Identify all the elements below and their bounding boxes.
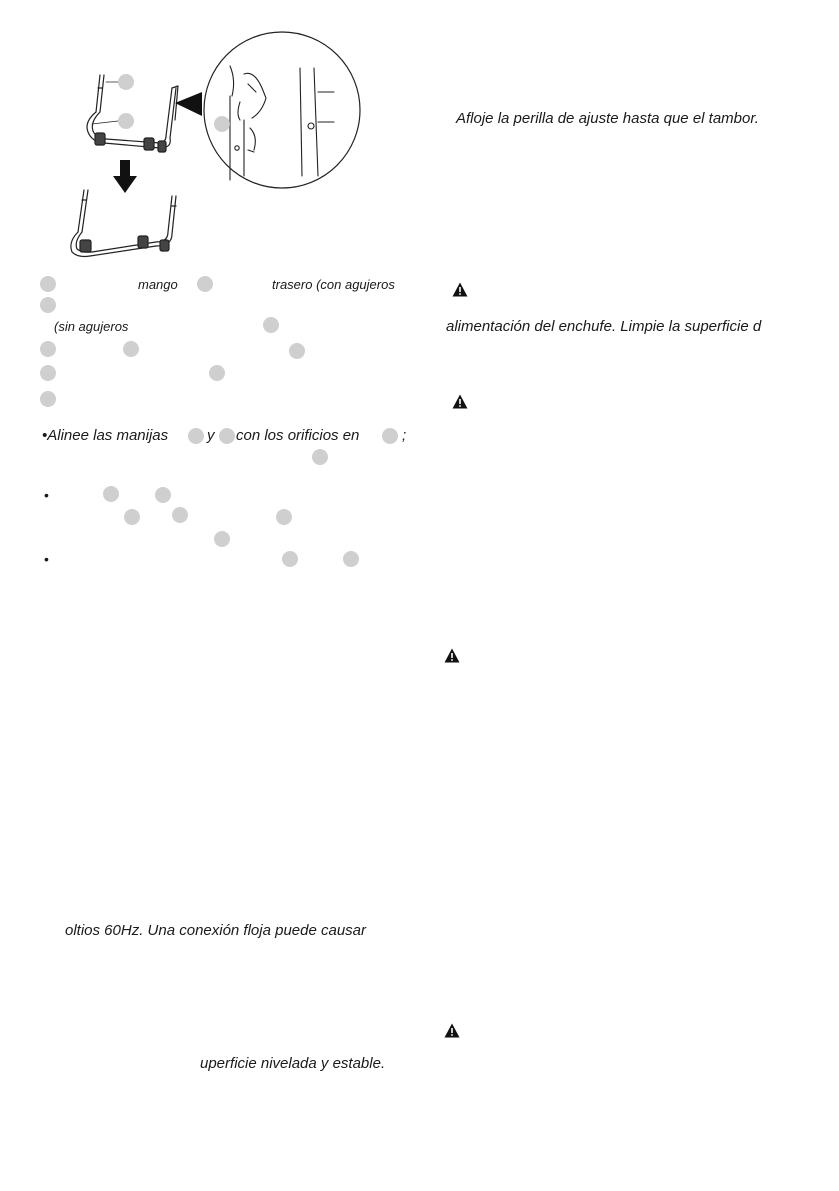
handle-assembly-illustration	[40, 30, 420, 265]
legend-dot	[40, 276, 56, 292]
align-part2: y	[207, 427, 215, 444]
callout-dot	[155, 487, 171, 503]
callout-dot	[118, 74, 134, 90]
legend-dot	[40, 365, 56, 381]
align-part4: ;	[402, 427, 407, 444]
down-arrow-icon	[113, 160, 137, 193]
callout-dot	[214, 531, 230, 547]
legend-dot	[263, 317, 279, 333]
inline-dot	[219, 428, 235, 444]
callout-dot	[276, 509, 292, 525]
callout-dot	[282, 551, 298, 567]
warning-triangle-icon	[444, 648, 460, 663]
legend-trasero: trasero (con agujeros	[272, 277, 395, 292]
legend-dot	[197, 276, 213, 292]
align-instruction	[42, 428, 422, 446]
callout-dot	[343, 551, 359, 567]
align-part1: •Alinee las manijas	[42, 427, 169, 444]
voltage-text: oltios 60Hz. Una conexión floja puede causar	[65, 922, 367, 939]
callout-dot	[103, 486, 119, 502]
inline-dot	[188, 428, 204, 444]
callout-dot	[118, 113, 134, 129]
legend-dot	[289, 343, 305, 359]
align-part3: con los orificios en	[236, 427, 360, 444]
legend-mango: mango	[138, 277, 178, 292]
legend-dot	[209, 365, 225, 381]
surface-text: uperficie nivelada y estable.	[200, 1055, 386, 1072]
bullet: •	[44, 551, 49, 567]
legend-dot	[40, 341, 56, 357]
loosen-knob-text: Afloje la perilla de ajuste hasta que el tambor.	[456, 110, 759, 127]
callout-dot	[214, 116, 230, 132]
callout-dot	[124, 509, 140, 525]
legend-sin-agujeros: (sin agujeros	[54, 319, 129, 334]
plug-text: alimentación del enchufe. Limpie la superficie d	[446, 318, 762, 335]
legend-dot	[40, 297, 56, 313]
callout-dot	[312, 449, 328, 465]
legend-dot	[123, 341, 139, 357]
callout-pointer-icon	[175, 92, 202, 116]
warning-triangle-icon	[444, 1023, 460, 1038]
bullet: •	[44, 487, 49, 503]
warning-triangle-icon	[452, 282, 468, 297]
warning-triangle-icon	[452, 394, 468, 409]
inline-dot	[382, 428, 398, 444]
legend-dot	[40, 391, 56, 407]
callout-dot	[172, 507, 188, 523]
